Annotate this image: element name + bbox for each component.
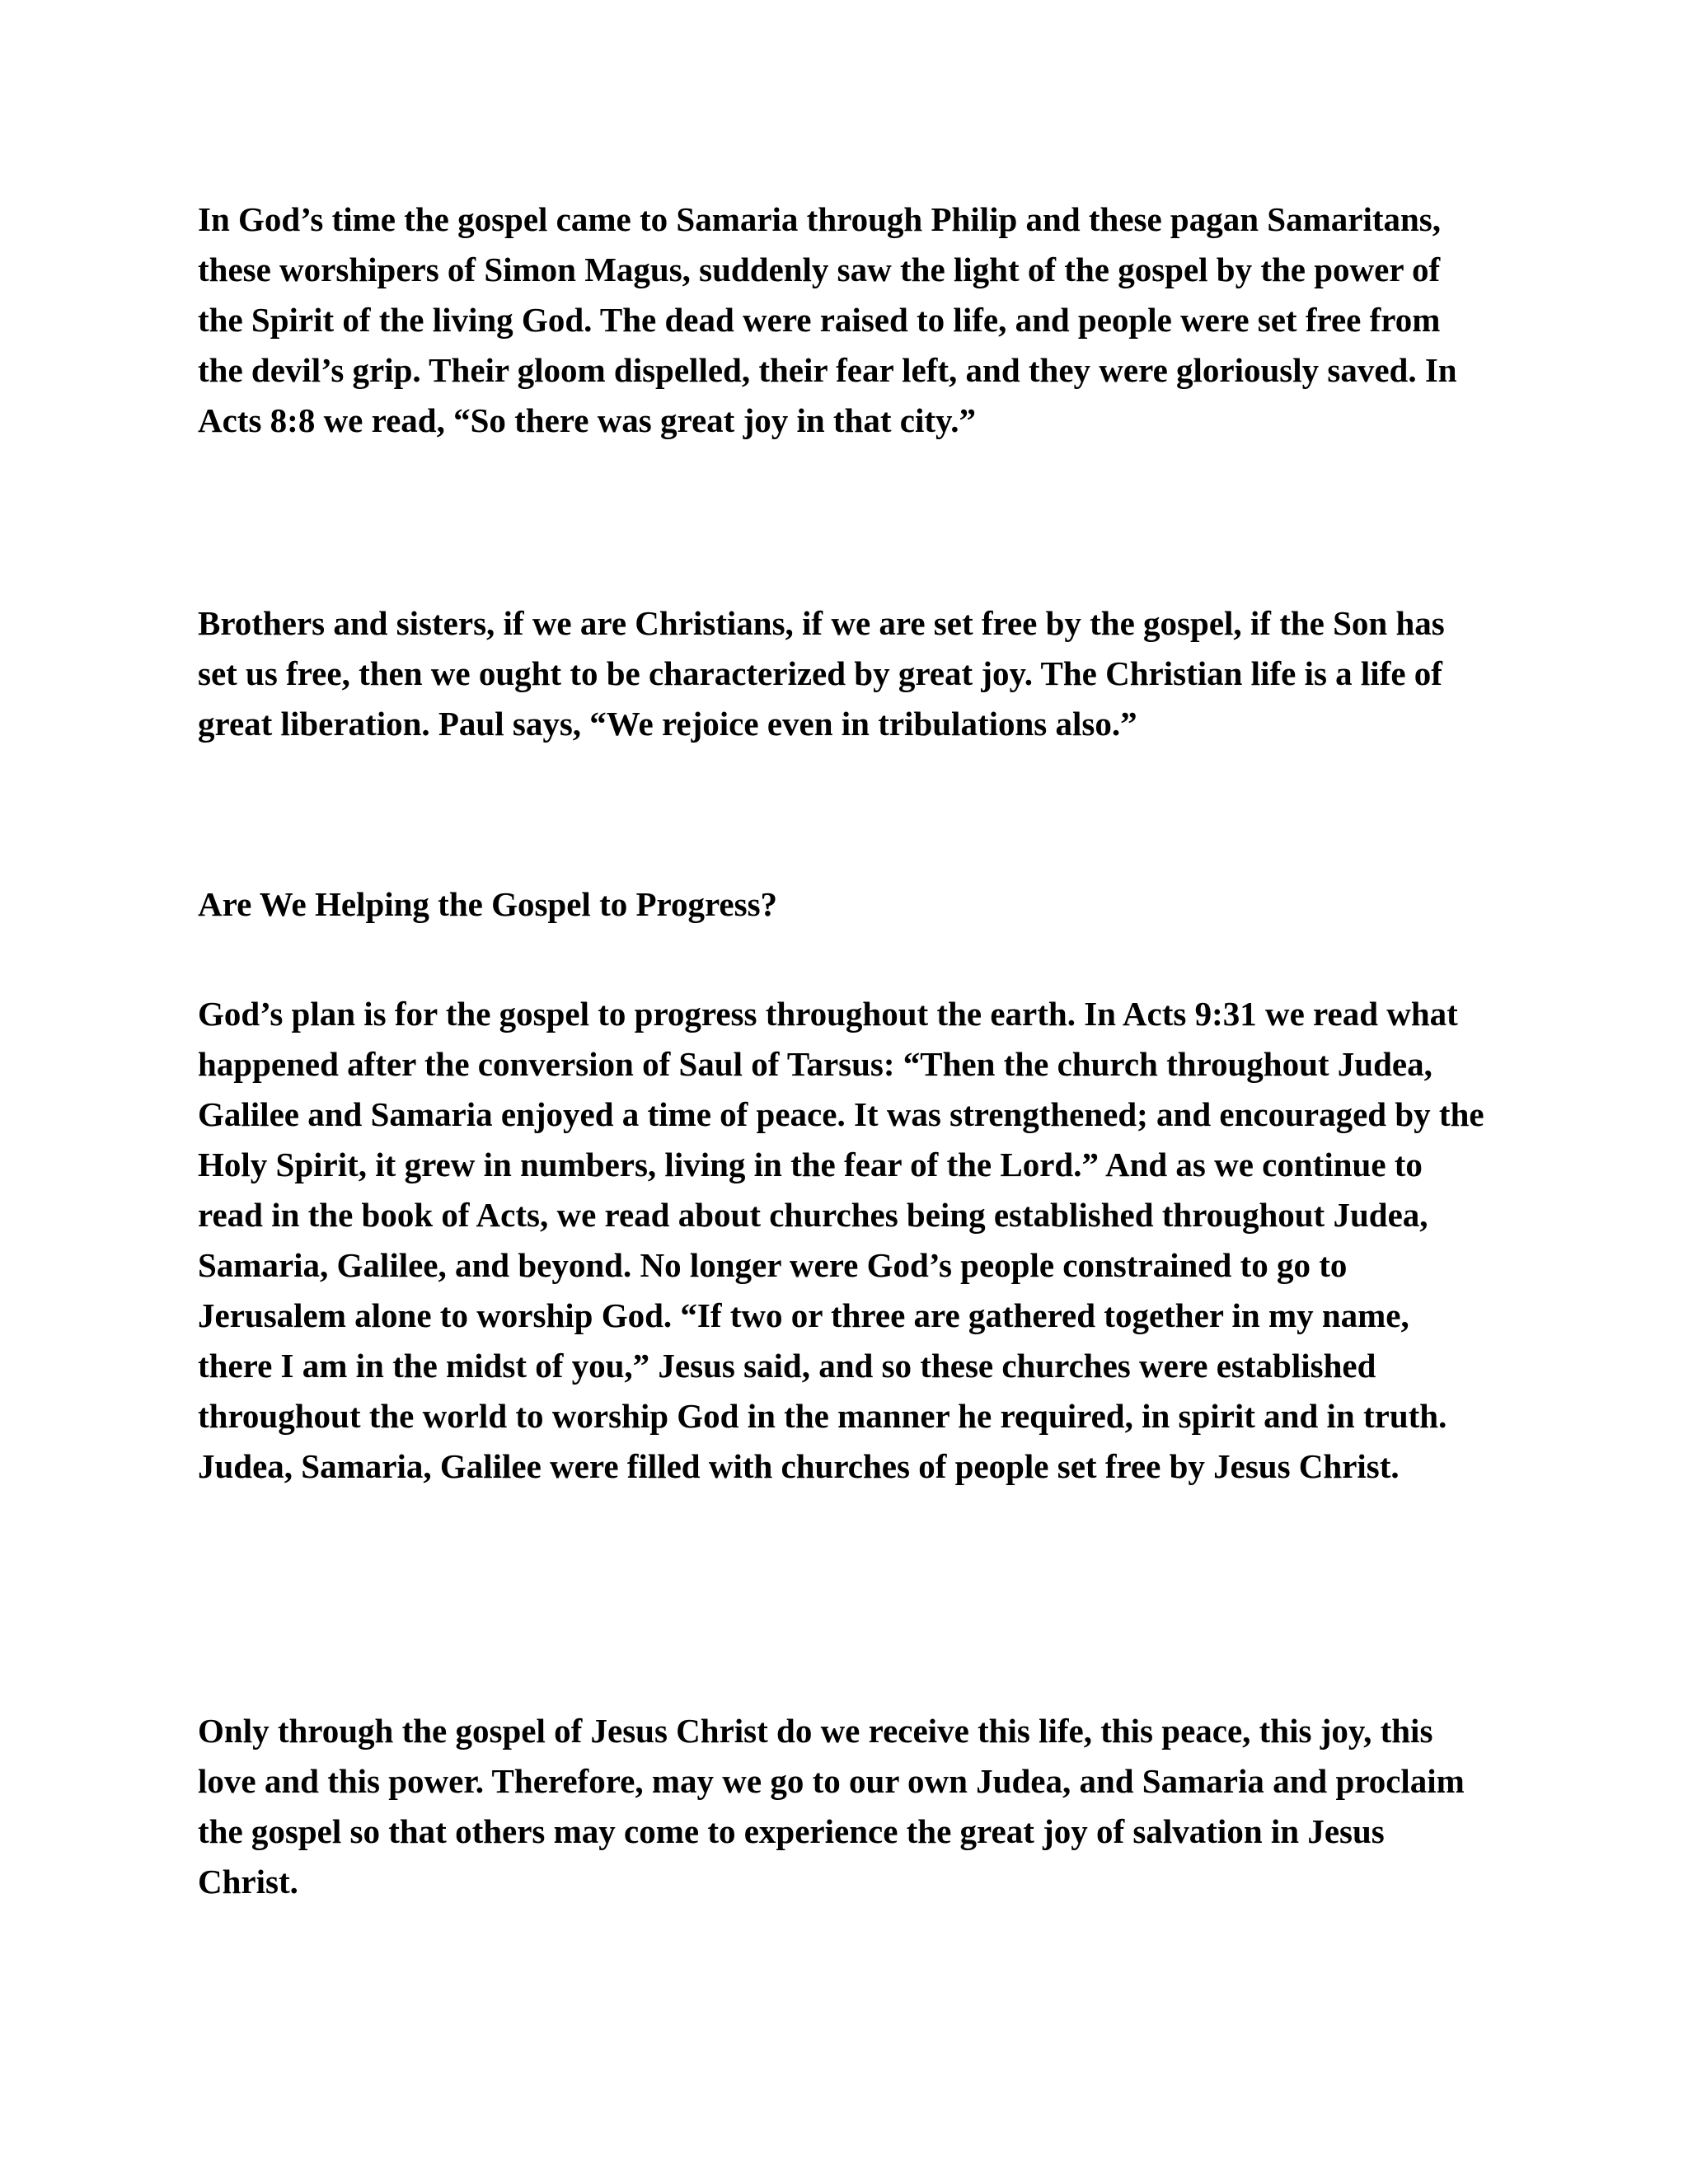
paragraph-gospel-progress: God’s plan is for the gospel to progress throughout the earth. In Acts 9:31 we read what happened after the conversion of Saul of Tarsus: “Then the church throughout Judea, Galilee and Samaria enjoyed a time of peace. It was strengthened; and encouraged by the Holy Spirit, it grew in numbers, living in the fear of the Lord.” And as we continue to read in the book of Acts, we read about churches being established throughout Judea, Samaria, Galilee, and beyond. No longer were God’s people constrained to go to Jerusalem alone to worship God. “If two or three are gathered together in my name, there I am in the midst of you,” Jesus said, and so these churches were established throughout the world to worship God in the manner he required, in spirit and in truth. Judea, Samaria, Galilee were filled with churches of people set free by Jesus Christ. — [198, 995, 1484, 1485]
section-heading: Are We Helping the Gospel to Progress? — [198, 885, 778, 923]
paragraph-christian-joy: Brothers and sisters, if we are Christians, if we are set free by the gospel, if the Son has set us free, then we ought to be characterized by great joy. The Christian life is a life of great liberation. Paul says, “We rejoice even in tribulations also.” — [198, 604, 1445, 743]
paragraph-great-joy-salvation: Only through the gospel of Jesus Christ do we receive this life, this peace, this joy, this love and this power. Therefore, may we go to our own Judea, and Samaria and proclaim the gospel so that others may come to experience the great joy of salvation in Jesus Christ. — [198, 1712, 1465, 1900]
paragraph-samaria-joy: In God’s time the gospel came to Samaria through Philip and these pagan Samaritans, these worshipers of Simon Magus, suddenly saw the light of the gospel by the power of the Spirit of the living God. The dead were raised to life, and people were set free from the devil’s grip. Their gloom dispelled, their fear left, and they were gloriously saved. In Acts 8:8 we read, “So there was great joy in that city.” — [198, 200, 1457, 439]
